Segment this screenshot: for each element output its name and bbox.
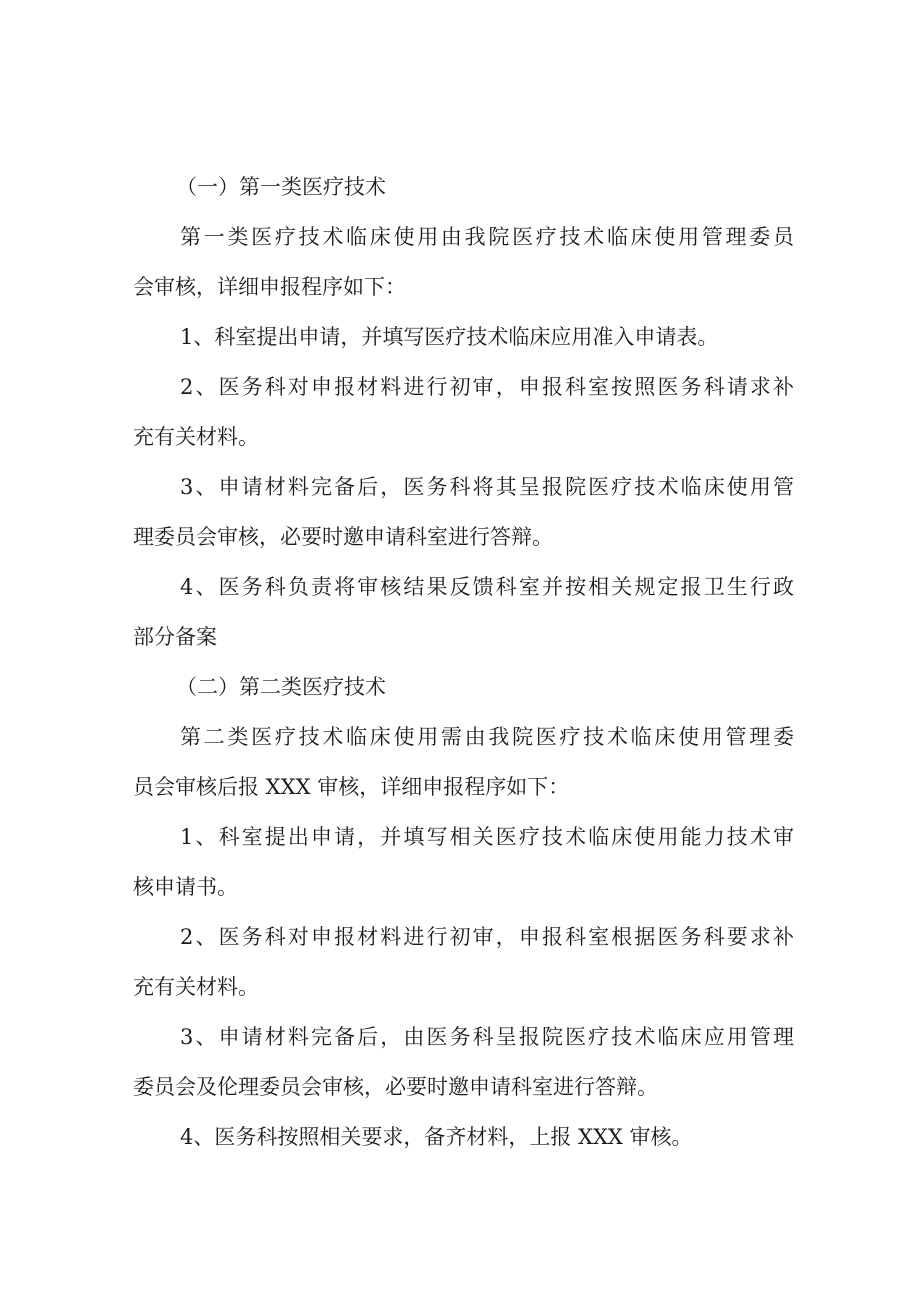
section2-step3-line1: 3、申请材料完备后，由医务科呈报院医疗技术临床应用管理 bbox=[180, 1025, 794, 1049]
section1-intro-line1: 第一类医疗技术临床使用由我院医疗技术临床使用管理委员 bbox=[180, 225, 794, 249]
section1-intro-line2: 会审核，详细申报程序如下： bbox=[133, 275, 406, 299]
section2-step2-line2: 充有关材料。 bbox=[133, 975, 259, 999]
section1-step3-line1: 3、申请材料完备后，医务科将其呈报院医疗技术临床使用管 bbox=[180, 475, 794, 499]
section1-step4-line2: 部分备案 bbox=[133, 625, 217, 649]
section2-step1-line2: 核申请书。 bbox=[133, 875, 238, 899]
section1-step2-line1: 2、医务科对申报材料进行初审，申报科室按照医务科请求补 bbox=[180, 375, 794, 399]
section1-step2-line2: 充有关材料。 bbox=[133, 425, 259, 449]
section1-step1: 1、科室提出申请，并填写医疗技术临床应用准入申请表。 bbox=[180, 325, 719, 349]
section2-step4: 4、医务科按照相关要求，备齐材料，上报 XXX 审核。 bbox=[180, 1125, 693, 1149]
section2-intro-line1: 第二类医疗技术临床使用需由我院医疗技术临床使用管理委 bbox=[180, 725, 794, 749]
section2-intro-line2: 员会审核后报 XXX 审核，详细申报程序如下： bbox=[133, 775, 570, 799]
section1-step3-line2: 理委员会审核，必要时邀申请科室进行答辩。 bbox=[133, 525, 553, 549]
section2-heading: （二）第二类医疗技术 bbox=[176, 675, 386, 699]
section2-step3-line2: 委员会及伦理委员会审核，必要时邀申请科室进行答辩。 bbox=[133, 1075, 658, 1099]
section2-step2-line1: 2、医务科对申报材料进行初审，申报科室根据医务科要求补 bbox=[180, 925, 794, 949]
section2-step1-line1: 1、科室提出申请，并填写相关医疗技术临床使用能力技术审 bbox=[180, 825, 794, 849]
section1-heading: （一）第一类医疗技术 bbox=[176, 175, 386, 199]
section1-step4-line1: 4、医务科负责将审核结果反馈科室并按相关规定报卫生行政 bbox=[180, 575, 794, 599]
